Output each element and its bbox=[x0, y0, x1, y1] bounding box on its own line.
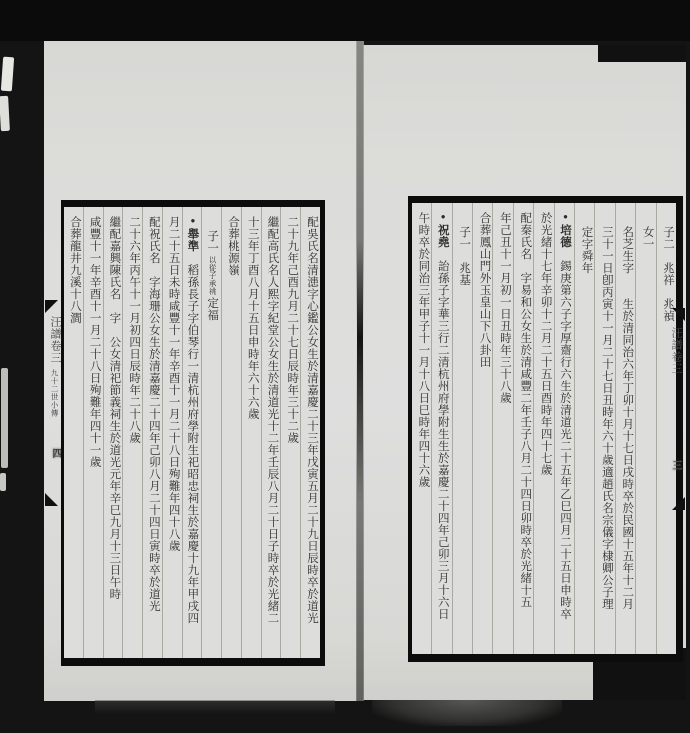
scan-artifact bbox=[1, 368, 8, 468]
column-text: 月二十五日未時咸豐十一年辛酉十一月二十八日殉難年四十八歲 bbox=[167, 216, 180, 552]
scanner-top-band bbox=[0, 0, 690, 41]
entry-marker-dot: ● bbox=[561, 212, 571, 221]
column-text: 二十六年丙午十一月初四日辰時年二十八歲 bbox=[128, 216, 141, 444]
column-text: 三十一日卽丙寅十一月二十七日丑時年六十歲適趙氏名宗儀字棣卿公子理 bbox=[600, 226, 613, 610]
text-column bbox=[122, 207, 142, 658]
text-column bbox=[431, 203, 451, 654]
spine-volume-title: 汪譜卷三 bbox=[49, 316, 61, 364]
fishtail-mark-icon bbox=[672, 308, 685, 321]
text-column bbox=[635, 203, 655, 654]
text-column bbox=[103, 207, 123, 658]
text-column bbox=[513, 203, 533, 654]
text-column bbox=[162, 207, 182, 658]
fishtail-mark-icon bbox=[672, 497, 685, 510]
person-name: 舉準 bbox=[186, 228, 199, 252]
text-column bbox=[142, 207, 162, 658]
column-text: 詒孫子字華三行二清杭州府學附生生於嘉慶二十四年己卯三月十六日 bbox=[436, 248, 449, 620]
column-text: 子一 bbox=[206, 230, 219, 254]
column-text: 錫庚第六子字厚齋行六生於清道光二十五年乙巳四月二十五日申時卒 bbox=[559, 248, 572, 620]
column-text: 子二 兆祥 兆禎 bbox=[662, 226, 674, 322]
left-page-number: 四 bbox=[50, 448, 61, 458]
column-text: 配祝氏名 字海珊公女生於清嘉慶二十四年己卯八月二十四日寅時卒於道光 bbox=[147, 216, 160, 612]
column-text: 二十九年己酉九月二十七日辰時年三十二歲 bbox=[286, 216, 299, 444]
spine-volume-title: 汪譜卷三 bbox=[670, 327, 682, 375]
fishtail-mark-icon bbox=[45, 300, 58, 313]
text-column bbox=[554, 203, 574, 654]
text-column bbox=[615, 203, 635, 654]
column-text: 年己丑十一月初一日丑時年三十八歲 bbox=[498, 212, 511, 404]
column-text: 合葬桃源嶺 bbox=[226, 216, 239, 276]
left-page bbox=[44, 41, 357, 701]
text-column bbox=[492, 203, 512, 654]
spine-section-title: 九十二世小傳 bbox=[50, 369, 59, 417]
text-column bbox=[533, 203, 553, 654]
text-column bbox=[182, 207, 202, 658]
column-text: 繼配高氏名人熙字紀堂公女生於清道光十二年壬辰八月二十日子時卒於光緒二 bbox=[266, 216, 279, 624]
text-column bbox=[472, 203, 492, 654]
column-text: 咸豐十一年辛酉十一月二十八日殉難年四十一歲 bbox=[88, 216, 101, 468]
text-column bbox=[261, 207, 281, 658]
right-page bbox=[363, 45, 686, 700]
page-edge-shadow bbox=[372, 700, 562, 726]
text-column bbox=[64, 207, 83, 658]
column-text: 合葬鳳山門外玉皇山下八卦田 bbox=[478, 212, 491, 368]
scan-artifact bbox=[0, 96, 10, 131]
right-page-text-frame bbox=[408, 196, 683, 662]
text-column bbox=[221, 207, 241, 658]
text-column bbox=[300, 207, 320, 658]
person-name: 祝堯 bbox=[436, 224, 449, 248]
entry-marker-dot: ● bbox=[188, 216, 198, 225]
column-text: 合葬龍井九溪十八澗 bbox=[68, 216, 81, 324]
left-page-spine bbox=[44, 41, 62, 701]
text-column bbox=[594, 203, 614, 654]
column-text: 子一 兆基 bbox=[458, 226, 471, 286]
column-text: 名芝生字 生於清同治六年丁卯十月十七日戌時卒於民國十五年十二月 bbox=[621, 226, 634, 610]
text-column bbox=[83, 207, 103, 658]
text-column bbox=[280, 207, 300, 658]
left-page-text-frame bbox=[61, 200, 325, 666]
column-text: 配吳氏名清漶字心鑑公女生於清嘉慶二十三年戊寅五月二十九日辰時卒於道光 bbox=[306, 216, 318, 624]
right-page-number: 三 bbox=[670, 460, 681, 470]
column-text: 女一 bbox=[641, 226, 654, 250]
column-text: 定福 bbox=[206, 297, 219, 321]
column-text: 於光緒十七年辛卯十二月二十五日酉時年四十七歲 bbox=[539, 212, 552, 476]
page-edge-shadow bbox=[95, 700, 335, 714]
text-column bbox=[452, 203, 472, 654]
text-column bbox=[241, 207, 261, 658]
column-text: 稻孫長子字伯琴行一清杭州府學附生祀昭忠祠生於嘉慶十九年甲戌四 bbox=[186, 252, 199, 624]
entry-marker-dot: ● bbox=[438, 212, 448, 221]
fishtail-mark-icon bbox=[45, 493, 58, 506]
column-text: 配秦氏名 字易和公女生於清咸豐二年壬子八月二十四日卯時卒於光緒十五 bbox=[519, 212, 532, 608]
column-text: 定字舜年 bbox=[580, 226, 593, 274]
person-name: 培德 bbox=[559, 224, 572, 248]
small-annotation: 以從子承祧 bbox=[208, 256, 218, 295]
text-column bbox=[201, 207, 221, 658]
right-page-spine bbox=[671, 45, 686, 700]
column-text: 繼配嘉興陳氏名 字 公女清祀節義祠生於道光元年辛巳九月十三日午時 bbox=[108, 216, 121, 600]
text-column bbox=[412, 203, 431, 654]
text-column bbox=[574, 203, 594, 654]
column-text: 午時卒於同治三年甲子十一月十八日巳時年四十六歲 bbox=[417, 212, 430, 488]
page-gutter-shadow bbox=[356, 41, 364, 701]
scan-artifact bbox=[0, 473, 6, 491]
column-text: 十三年丁酉八月十五日申時年六十六歲 bbox=[246, 216, 259, 420]
scan-artifact bbox=[1, 57, 14, 92]
